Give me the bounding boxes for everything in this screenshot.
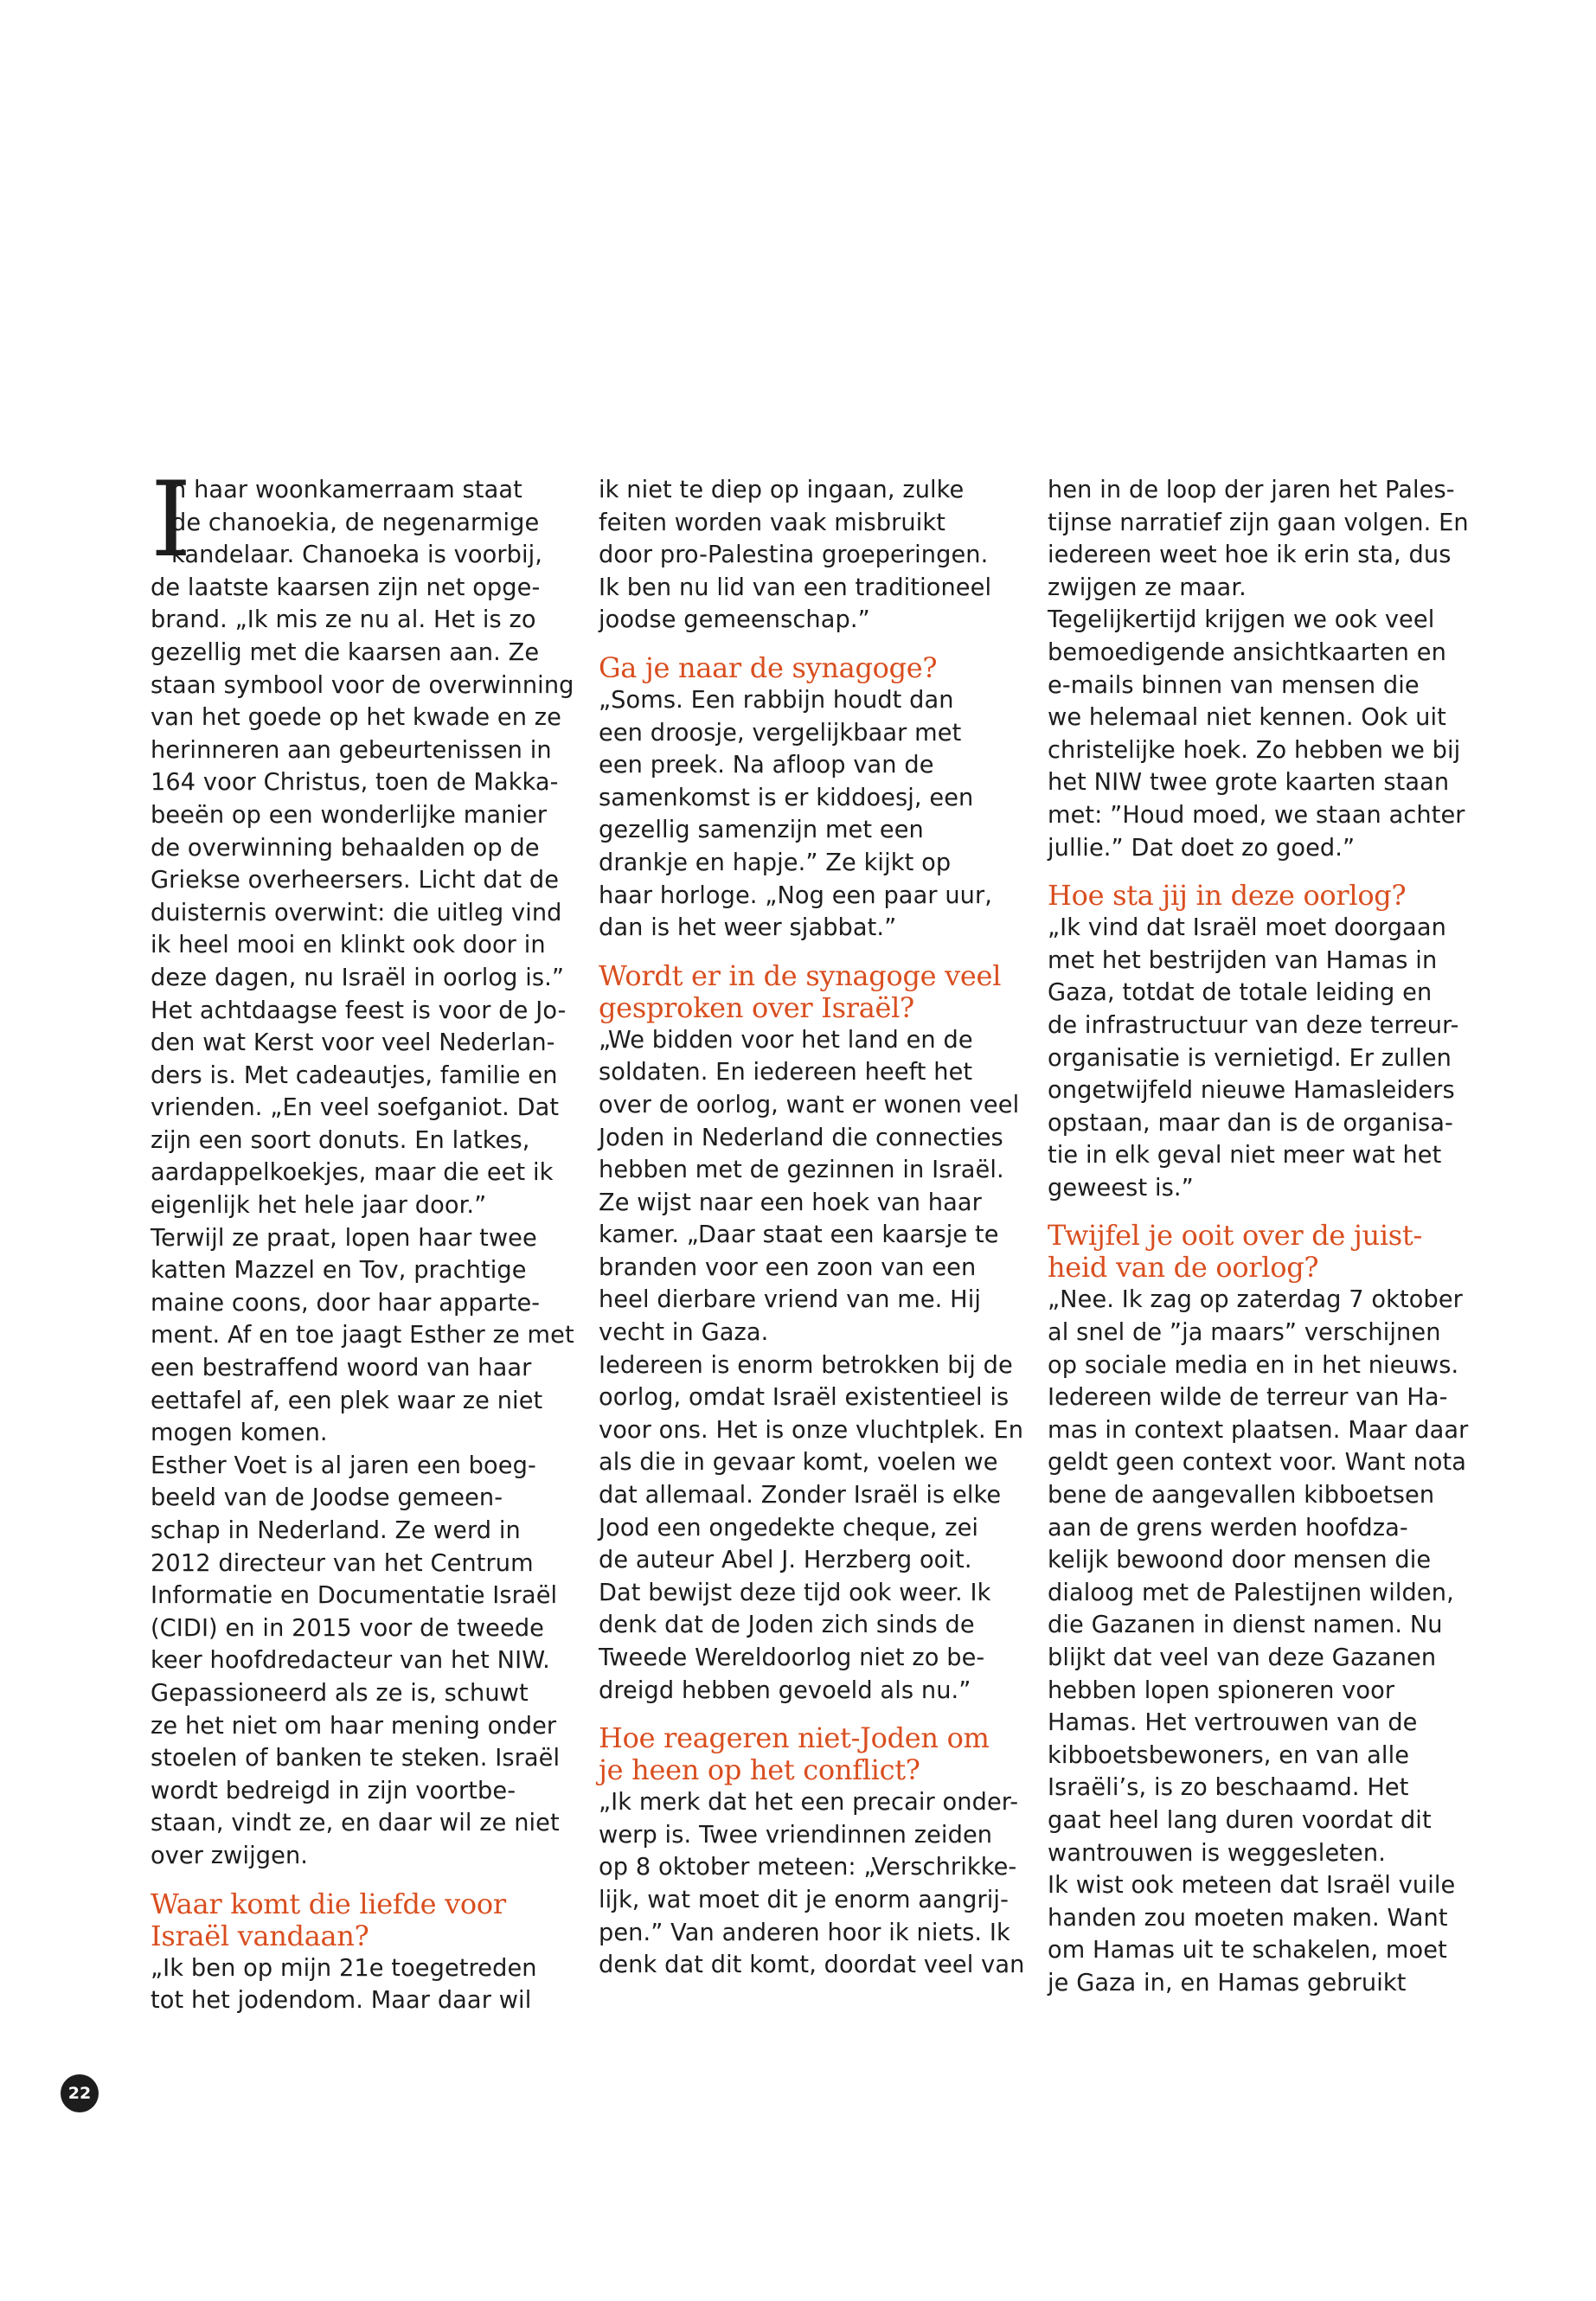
text-line: Israëli’s, is zo beschaamd. Het	[1048, 1774, 1409, 1802]
text-line: aan de grens werden hoofdza-	[1048, 1514, 1408, 1541]
text-line: staan, vindt ze, en daar wil ze niet	[151, 1810, 560, 1837]
text-line: je Gaza in, en Hamas gebruikt	[1048, 1969, 1407, 1997]
text-line: tot het jodendom. Maar daar wil	[151, 1987, 532, 2015]
text-line: hebben lopen spioneren voor	[1048, 1676, 1395, 1704]
answer-paragraph	[599, 1024, 1024, 1707]
text-line: dan is het weer sjabbat.”	[599, 914, 897, 942]
text-line: brand. „Ik mis ze nu al. Het is zo	[151, 606, 536, 634]
intro-line: kandelaar. Chanoeka is voorbij,	[171, 542, 543, 569]
text-line: denk dat dit komt, doordat veel van	[599, 1952, 1025, 1979]
text-line: die Gazanen in dienst namen. Nu	[1048, 1612, 1443, 1639]
text-line: maine coons, door haar apparte-	[151, 1289, 541, 1317]
text-line: organisatie is vernietigd. Er zullen	[1048, 1044, 1452, 1072]
text-line: blijkt dat veel van deze Gazanen	[1048, 1644, 1437, 1671]
text-line: „Ik vind dat Israël moet doorgaan	[1048, 914, 1446, 942]
text-line: eettafel af, een plek waar ze niet	[151, 1387, 543, 1414]
text-line: tijnse narratief zijn gaan volgen. En	[1048, 509, 1469, 536]
question-heading: Wordt er in de synagoge veel gesproken over Israël?	[599, 958, 1002, 1024]
text-line: de overwinning behaalden op de	[151, 834, 540, 862]
text-line: Terwijl ze praat, lopen haar twee	[151, 1224, 537, 1252]
column-3	[1048, 474, 1469, 2000]
text-line: een preek. Na afloop van de	[599, 752, 934, 779]
question-heading: Hoe reageren niet-Joden om je heen op het conflict?	[599, 1721, 990, 1787]
text-line: jullie.” Dat doet zo goed.”	[1048, 834, 1356, 862]
text-line: christelijke hoek. Zo hebben we bij	[1048, 736, 1461, 764]
text-line: Esther Voet is al jaren een boeg-	[151, 1452, 536, 1479]
text-line: gezellig met die kaarsen aan. Ze	[151, 638, 540, 666]
text-line: schap in Nederland. Ze werd in	[151, 1517, 521, 1544]
text-line: oorlog, omdat Israël existentieel is	[599, 1384, 1010, 1412]
drop-cap: I	[151, 460, 192, 580]
text-line: zijn een soort donuts. En latkes,	[151, 1126, 530, 1154]
text-line: door pro-Palestina groeperingen.	[599, 542, 989, 569]
text-line: mogen komen.	[151, 1420, 328, 1447]
text-line: we helemaal niet kennen. Ook uit	[1048, 704, 1446, 732]
text-line: Het achtdaagse feest is voor de Jo-	[151, 997, 567, 1024]
text-line: voor ons. Het is onze vluchtplek. En	[599, 1416, 1024, 1444]
text-line: stoelen of banken te steken. Israël	[151, 1745, 561, 1772]
text-line: samenkomst is er kiddoesj, een	[599, 784, 974, 811]
text-line: dreigd hebben gevoeld als nu.”	[599, 1676, 971, 1704]
intro-line: n haar woonkamerraam staat	[171, 477, 522, 503]
text-line: wordt bedreigd in zijn voortbe-	[151, 1777, 516, 1804]
text-line: „We bidden voor het land en de	[599, 1026, 973, 1054]
text-line: Joden in Nederland die connecties	[599, 1124, 1003, 1151]
text-line: ongetwijfeld nieuwe Hamasleiders	[1048, 1077, 1455, 1105]
text-line: tie in elk geval niet meer wat het	[1048, 1142, 1442, 1170]
text-line: als die in gevaar komt, voelen we	[599, 1449, 998, 1477]
text-line: herinneren aan gebeurtenissen in	[151, 736, 552, 764]
text-line: „Ik merk dat het een precair onder-	[599, 1789, 1019, 1817]
text-line: staan symbool voor de overwinning	[151, 671, 574, 699]
text-line: wantrouwen is weggesleten.	[1048, 1839, 1386, 1867]
text-line: met het bestrijden van Hamas in	[1048, 946, 1438, 974]
text-line: eigenlijk het hele jaar door.”	[151, 1192, 487, 1220]
text-line: de laatste kaarsen zijn net opge-	[151, 574, 541, 601]
text-line: denk dat de Joden zich sinds de	[599, 1612, 975, 1639]
text-line: deze dagen, nu Israël in oorlog is.”	[151, 964, 565, 991]
text-line: „Nee. Ik zag op zaterdag 7 oktober	[1048, 1286, 1463, 1314]
text-line: Jood een ongedekte cheque, zei	[599, 1514, 979, 1541]
text-line: Hamas. Het vertrouwen van de	[1048, 1709, 1418, 1737]
text-line: geldt geen context voor. Want nota	[1048, 1449, 1467, 1477]
text-line: Griekse overheersers. Licht dat de	[151, 867, 560, 894]
text-line: Gaza, totdat de totale leiding en	[1048, 979, 1433, 1007]
text-line: op sociale media en in het nieuws.	[1048, 1351, 1459, 1379]
text-line: werp is. Twee vriendinnen zeiden	[599, 1821, 993, 1849]
text-line: „Soms. Een rabbijn houdt dan	[599, 686, 954, 714]
text-line: Ik ben nu lid van een traditioneel	[599, 574, 992, 601]
text-line: 164 voor Christus, toen de Makka-	[151, 769, 559, 797]
text-line: om Hamas uit te schakelen, moet	[1048, 1937, 1447, 1965]
text-line: aardappelkoekjes, maar die eet ik	[151, 1159, 554, 1187]
text-line: vrienden. „En veel soefganiot. Dat	[151, 1094, 560, 1122]
text-line: dialoog met de Palestijnen wilden,	[1048, 1579, 1454, 1606]
text-line: over de oorlog, want er wonen veel	[599, 1091, 1020, 1118]
text-line: hen in de loop der jaren het Pales-	[1048, 477, 1455, 503]
text-line: iedereen weet hoe ik erin sta, dus	[1048, 542, 1452, 569]
text-line: keer hoofdredacteur van het NIW.	[151, 1647, 550, 1675]
text-line: opstaan, maar dan is de organisa-	[1048, 1109, 1453, 1137]
text-line: ze het niet om haar mening onder	[151, 1712, 557, 1740]
answer-paragraph	[1048, 474, 1469, 864]
text-line: hebben met de gezinnen in Israël.	[599, 1157, 1004, 1184]
text-line: (CIDI) en in 2015 voor de tweede	[151, 1614, 545, 1642]
text-line: over zwijgen.	[151, 1842, 309, 1869]
text-line: gezellig samenzijn met een	[599, 817, 924, 844]
text-line: Tweede Wereldoorlog niet zo be-	[599, 1644, 985, 1671]
text-line: ders is. Met cadeautjes, familie en	[151, 1061, 558, 1089]
intro-block	[151, 460, 557, 580]
text-line: van het goede op het kwade en ze	[151, 704, 561, 732]
text-line: geweest is.”	[1048, 1174, 1194, 1202]
text-line: Iedereen wilde de terreur van Ha-	[1048, 1384, 1448, 1412]
text-line: soldaten. En iedereen heeft het	[599, 1059, 973, 1086]
text-line: zwijgen ze maar.	[1048, 574, 1247, 601]
text-line: feiten worden vaak misbruikt	[599, 509, 945, 536]
answer-paragraph	[1048, 1284, 1469, 1999]
text-line: lijk, wat moet dit je enorm aangrij-	[599, 1886, 1009, 1913]
text-line: „Ik ben op mijn 21e toegetreden	[151, 1954, 537, 1982]
text-line: Dat bewijst deze tijd ook weer. Ik	[599, 1579, 991, 1606]
text-line: een droosje, vergelijkbaar met	[599, 719, 962, 747]
text-line: al snel de ”ja maars” verschijnen	[1048, 1319, 1441, 1347]
question-heading: Ga je naar de synagoge?	[599, 651, 938, 684]
column-1	[151, 460, 574, 2017]
text-line: Ze wijst naar een hoek van haar	[599, 1189, 982, 1216]
text-line: met: ”Houd moed, we staan achter	[1048, 801, 1465, 829]
intro-line: de chanoekia, de negenarmige	[171, 509, 540, 536]
text-line: heel dierbare vriend van me. Hij	[599, 1286, 982, 1314]
text-line: handen zou moeten maken. Want	[1048, 1904, 1448, 1932]
text-line: bemoedigende ansichtkaarten en	[1048, 638, 1446, 666]
text-line: drankje en hapje.” Ze kijkt op	[599, 849, 952, 876]
text-line: ment. Af en toe jaagt Esther ze met	[151, 1322, 574, 1349]
text-line: Ik wist ook meteen dat Israël vuile	[1048, 1872, 1456, 1900]
text-line: beeld van de Joodse gemeen-	[151, 1484, 503, 1512]
text-line: een bestraffend woord van haar	[151, 1355, 532, 1382]
text-line: het NIW twee grote kaarten staan	[1048, 769, 1450, 797]
text-line: kibboetsbewoners, en van alle	[1048, 1741, 1410, 1769]
question-heading: Twijfel je ooit over de juist- heid van de oorlog?	[1048, 1219, 1422, 1285]
answer-paragraph	[599, 684, 1005, 945]
column-2	[599, 474, 1025, 1982]
text-line: ik heel mooi en klinkt ook door in	[151, 932, 546, 959]
text-line: Tegelijkertijd krijgen we ook veel	[1048, 606, 1435, 634]
text-line: kelijk bewoond door mensen die	[1048, 1547, 1432, 1574]
intro-paragraph	[151, 572, 574, 1873]
text-line: Informatie en Documentatie Israël	[151, 1582, 558, 1610]
text-line: gaat heel lang duren voordat dit	[1048, 1806, 1432, 1834]
text-line: op 8 oktober meteen: „Verschrikke-	[599, 1854, 1017, 1881]
answer-paragraph	[599, 474, 1005, 637]
text-line: joodse gemeenschap.”	[599, 606, 870, 634]
text-line: duisternis overwint: die uitleg vind	[151, 899, 562, 926]
text-line: den wat Kerst voor veel Nederlan-	[151, 1029, 555, 1057]
text-line: pen.” Van anderen hoor ik niets. Ik	[599, 1919, 1010, 1946]
text-line: e-mails binnen van mensen die	[1048, 671, 1420, 699]
text-line: branden voor een zoon van een	[599, 1253, 977, 1281]
text-line: de infrastructuur van deze terreur-	[1048, 1011, 1459, 1039]
text-line: Iedereen is enorm betrokken bij de	[599, 1351, 1013, 1379]
text-line: beeën op een wonderlijke manier	[151, 801, 548, 829]
text-line: katten Mazzel en Tov, prachtige	[151, 1257, 527, 1285]
text-line: haar horloge. „Nog een paar uur,	[599, 881, 993, 909]
question-heading: Waar komt die liefde voor Israël vandaan?	[151, 1887, 506, 1952]
answer-paragraph	[1048, 912, 1459, 1204]
question-heading: Hoe sta jij in deze oorlog?	[1048, 879, 1407, 913]
answer-paragraph	[151, 1952, 557, 2017]
text-line: mas in context plaatsen. Maar daar	[1048, 1416, 1469, 1444]
text-line: vecht in Gaza.	[599, 1319, 769, 1347]
text-line: kamer. „Daar staat een kaarsje te	[599, 1221, 999, 1249]
text-line: dat allemaal. Zonder Israël is elke	[599, 1482, 1002, 1509]
text-line: bene de aangevallen kibboetsen	[1048, 1482, 1435, 1509]
text-line: de auteur Abel J. Herzberg ooit.	[599, 1547, 972, 1574]
text-line: Gepassioneerd als ze is, schuwt	[151, 1679, 529, 1707]
text-line: 2012 directeur van het Centrum	[151, 1549, 534, 1577]
page-number: 22	[61, 2074, 99, 2112]
answer-paragraph	[599, 1786, 1025, 1982]
text-line: ik niet te diep op ingaan, zulke	[599, 477, 965, 503]
